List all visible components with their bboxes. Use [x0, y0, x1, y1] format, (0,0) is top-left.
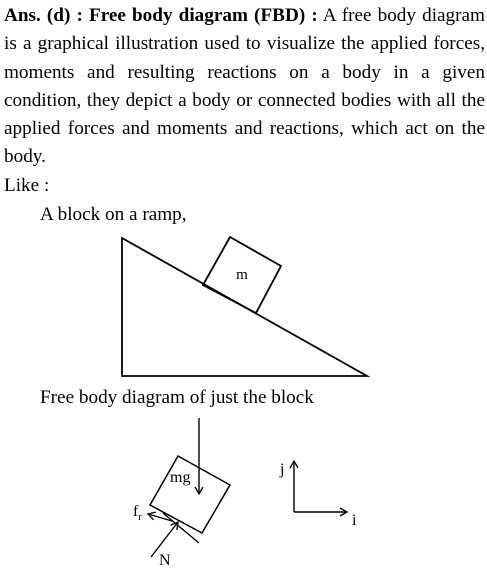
answer-text: A free body diagram is a graphical illustration used to visualize the applied forces, moments and resulting reactions on a body in a given condition, they depict a body or connected bodies with all the applied forces and moments and reactions, which act on the body. — [4, 5, 485, 168]
friction-label: $f_r$ — [133, 503, 142, 523]
ramp-block-label: m — [236, 267, 248, 283]
coordinate-axes — [279, 461, 357, 529]
weight-label: mg — [170, 469, 191, 486]
fbd-caption: Free body diagram of just the block — [40, 387, 314, 408]
fbd-block — [150, 456, 230, 533]
normal-label: N — [159, 552, 171, 568]
like-label: Like : — [4, 175, 50, 196]
ramp-diagram — [122, 237, 367, 376]
answer-label: Ans. (d) : Free body diagram (FBD) : — [4, 5, 318, 26]
ramp-caption: A block on a ramp, — [40, 204, 187, 225]
free-body-diagram — [133, 418, 230, 568]
i-axis-label: i — [352, 512, 357, 529]
j-axis-label: j — [280, 461, 285, 478]
